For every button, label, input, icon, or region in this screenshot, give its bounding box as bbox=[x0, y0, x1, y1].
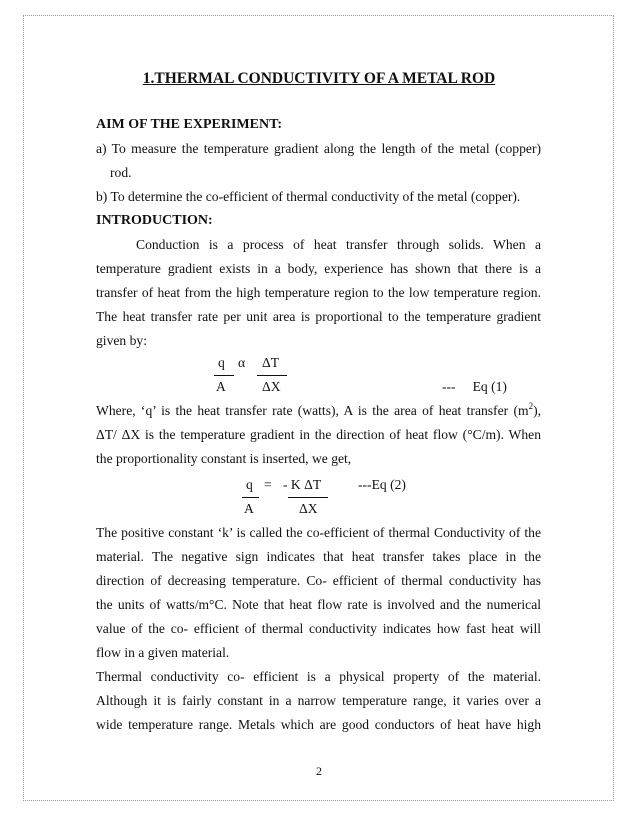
where-line1-text: Where, ‘q’ is the heat transfer rate (watts), A is the area of heat transfer (m bbox=[96, 403, 529, 418]
para3-line: Thermal conductivity co- efficient is a physical property of the material. bbox=[96, 669, 541, 684]
aim-b: b) To determine the co-efficient of thermal conductivity of the metal (copper). bbox=[96, 189, 521, 204]
eq1-fraction-bar bbox=[214, 375, 234, 376]
eq1-alpha: α bbox=[238, 355, 246, 370]
eq2-a: A bbox=[244, 501, 254, 516]
intro-line: transfer of heat from the high temperature region to the low temperature region. bbox=[96, 285, 541, 300]
superscript-2: 2 bbox=[528, 401, 534, 411]
page-title: 1.THERMAL CONDUCTIVITY OF A METAL ROD bbox=[142, 70, 496, 87]
para3-line: Although it is fairly constant in a narrow temperature range, it varies over a bbox=[96, 693, 541, 708]
intro-line: Conduction is a process of heat transfer through solids. When a bbox=[136, 237, 541, 252]
eq2-label: ---Eq (2) bbox=[358, 477, 406, 492]
eq2-equals: = bbox=[264, 477, 272, 492]
intro-heading: INTRODUCTION: bbox=[96, 213, 213, 228]
eq2-fraction-bar bbox=[242, 497, 259, 498]
where-line2: ΔT/ ΔX is the temperature gradient in the direction of heat flow (°C/m). When bbox=[96, 427, 541, 442]
where-line1 bbox=[96, 403, 541, 419]
aim-a-line2: rod. bbox=[110, 165, 132, 180]
para2-line: material. The negative sign indicates that heat transfer takes place in the bbox=[96, 549, 541, 564]
intro-line: temperature gradient exists in a body, experience has shown that there is a bbox=[96, 261, 541, 276]
page-number: 2 bbox=[316, 764, 322, 778]
aim-heading: AIM OF THE EXPERIMENT: bbox=[96, 117, 283, 132]
para2-line: flow in a given material. bbox=[96, 645, 230, 660]
para2-line: direction of decreasing temperature. Co- efficient of thermal conductivity has bbox=[96, 573, 541, 588]
intro-line: given by: bbox=[96, 333, 147, 348]
aim-a-line1: a) To measure the temperature gradient along the length of the metal (copper) bbox=[96, 141, 541, 156]
eq2-fraction-bar bbox=[288, 497, 328, 498]
where-line3: the proportionality constant is inserted, we get, bbox=[96, 451, 352, 466]
eq1-fraction-bar bbox=[257, 375, 287, 376]
eq1-a: A bbox=[216, 379, 226, 394]
eq1-q: q bbox=[218, 355, 225, 370]
eq1-delta-x: ΔX bbox=[262, 379, 281, 394]
eq2-delta-x: ΔX bbox=[299, 501, 318, 516]
para2-line: value of the co- efficient of thermal conductivity indicates how fast heat will bbox=[96, 621, 541, 636]
eq1-label: --- Eq (1) bbox=[442, 379, 507, 394]
para2-line: The positive constant ‘k’ is called the co-efficient of thermal Conductivity of the bbox=[96, 525, 541, 540]
para2-line: the units of watts/m°C. Note that heat flow rate is involved and the numerical bbox=[96, 597, 541, 612]
eq2-numerator: - K ΔT bbox=[283, 477, 322, 492]
eq1-delta-t: ΔT bbox=[262, 355, 280, 370]
where-line1-end: ), bbox=[533, 403, 541, 418]
intro-line: The heat transfer rate per unit area is proportional to the temperature gradient bbox=[96, 309, 541, 324]
eq2-q: q bbox=[246, 477, 253, 492]
para3-line: wide temperature range. Metals which are good conductors of heat have high bbox=[96, 717, 541, 732]
